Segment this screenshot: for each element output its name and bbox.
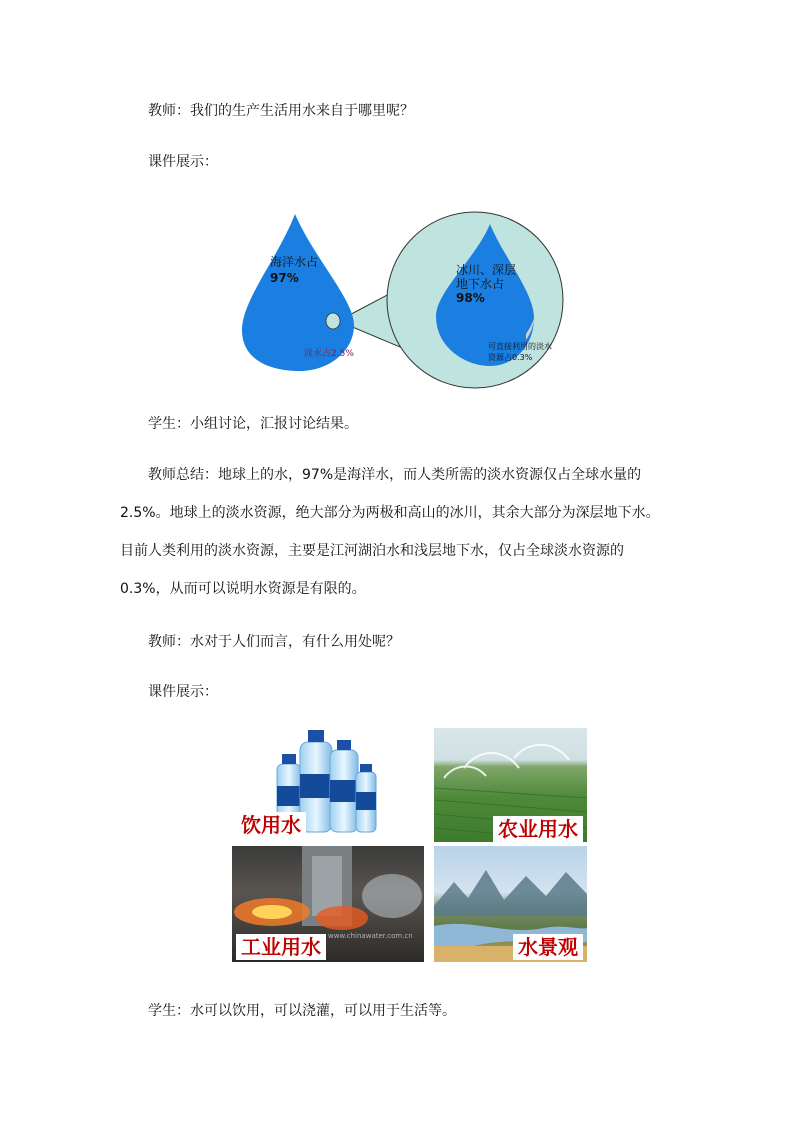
usable-label-line2: 资源占0.3% [488, 353, 533, 362]
industry-water-photo [232, 846, 424, 962]
teacher-summary-line3: 目前人类利用的淡水资源，主要是江河湖泊水和浅层地下水，仅占全球淡水资源的 [120, 543, 624, 559]
usable-label-line1: 可直接利用的淡水 [488, 342, 552, 351]
ocean-label-line2: 97% [270, 271, 299, 285]
fresh-water-small-drop [326, 313, 340, 329]
agriculture-water-label: 农业用水 [493, 816, 583, 842]
landscape-water-label: 水景观 [513, 934, 583, 960]
glacier-label-line2: 地下水占 [456, 277, 505, 291]
student-answer-1: 学生：小组讨论，汇报讨论结果。 [148, 416, 358, 432]
teacher-question-1: 教师：我们的生产生活用水来自于哪里呢？ [148, 103, 414, 119]
agriculture-water-photo [434, 728, 587, 842]
ocean-water-drop [242, 214, 354, 371]
teacher-question-2: 教师：水对于人们而言，有什么用处呢？ [148, 634, 400, 650]
watermark-text: www.chinawater.com.cn [328, 932, 413, 940]
student-answer-2: 学生：水可以饮用，可以浇灌，可以用于生活等。 [148, 1003, 456, 1019]
drinking-water-label: 饮用水 [236, 812, 306, 838]
water-distribution-diagram [230, 200, 580, 390]
courseware-label-1: 课件展示： [148, 154, 218, 170]
teacher-summary-line4: 0.3%，从而可以说明水资源是有限的。 [120, 581, 366, 597]
ocean-label-line1: 海洋水占 [270, 255, 319, 269]
teacher-summary-line2: 2.5%。地球上的淡水资源，绝大部分为两极和高山的冰川，其余大部分为深层地下水。 [120, 505, 660, 521]
courseware-label-2: 课件展示： [148, 684, 218, 700]
drinking-water-photo [232, 728, 424, 842]
glacier-label-line3: 98% [456, 291, 485, 305]
landscape-water-photo [434, 846, 587, 962]
glacier-label-line1: 冰川、深层 [456, 263, 517, 277]
teacher-summary-line1: 教师总结：地球上的水，97%是海洋水，而人类所需的淡水资源仅占全球水量的 [148, 467, 642, 483]
industry-water-label: 工业用水 [236, 934, 326, 960]
fresh-water-label: 淡水占2.5% [304, 349, 354, 359]
